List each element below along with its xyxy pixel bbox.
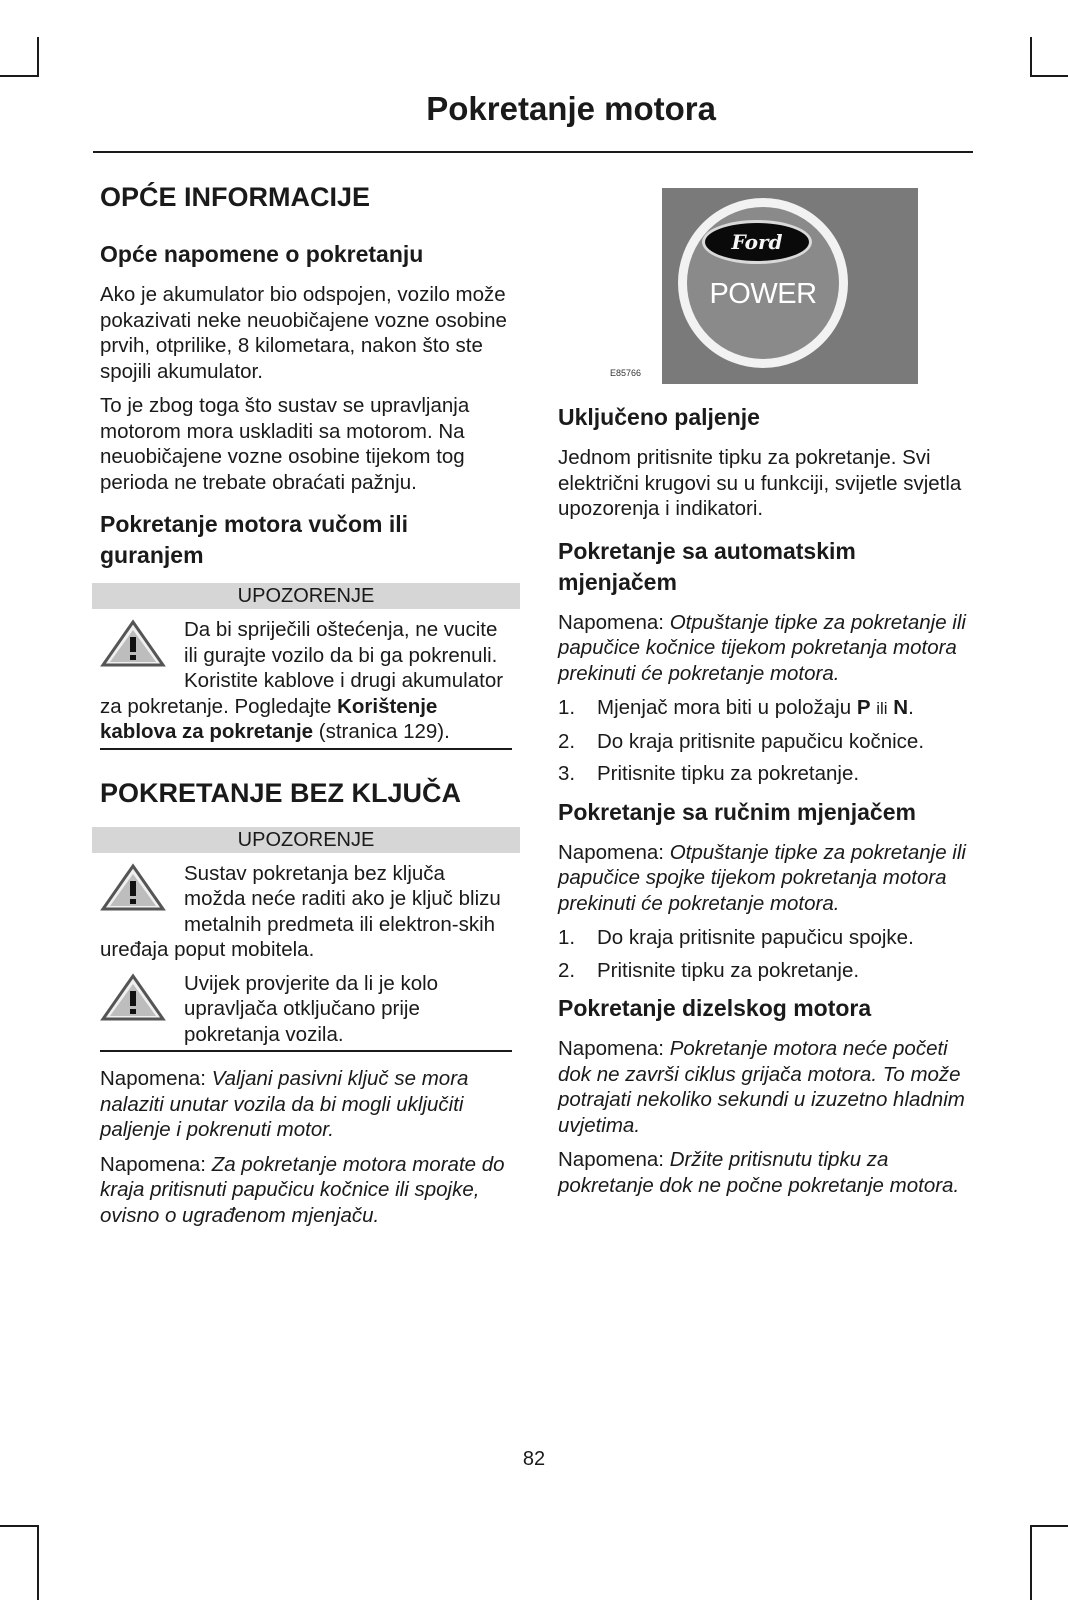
note-label: Napomena: (558, 1037, 664, 1060)
warning-text: Da bi spriječili oštećenja, ne vucite ili gurajte vozilo da bi ga pokrenuli. Koristite kablove i drugi akumulator za pokretanje. (100, 618, 504, 718)
crop-mark (0, 75, 39, 77)
crop-mark (37, 37, 39, 77)
step-number: 3. (558, 762, 576, 785)
note (100, 1066, 512, 1143)
step-text: Pritisnite tipku za pokretanje. (597, 958, 860, 982)
note (558, 1036, 973, 1138)
note-text: Otpuštanje tipke za pokretanje ili papučice spojke tijekom pokretanja motora prekinuti će pokretanje motora. (558, 840, 966, 915)
step-text: Pritisnite tipku za pokretanje. (597, 762, 860, 785)
step-text: Mjenjač mora biti u položaju (597, 696, 852, 719)
step-number: 2. (558, 729, 576, 753)
paragraph: Ako je akumulator bio odspojen, vozilo može pokazivati neke neuobičajene vozne osobine prvih, otprilike, 8 kilometara, nakon što ste spojili akumulator. (100, 283, 507, 383)
note-text: Valjani pasivni ključ se mora nalaziti unutar vozila da bi mogli uključiti paljenje i pokrenuti motor. (100, 1067, 469, 1141)
step-text: Do kraja pritisnite papučicu spojke. (597, 926, 914, 949)
list-item (558, 761, 973, 787)
cross-reference-link[interactable]: Korištenje kablova za pokretanje (100, 694, 438, 743)
page-title: Pokretanje motora (426, 90, 716, 127)
warning-header: UPOZORENJE (92, 827, 520, 853)
gear-p: P (856, 696, 871, 719)
crop-mark (1030, 75, 1068, 77)
automatic-steps (558, 695, 973, 787)
warning-triangle-icon (100, 863, 166, 913)
warning-item (100, 971, 512, 1048)
figure-code: E85766 (610, 368, 642, 378)
list-item (558, 729, 973, 755)
list-item (558, 925, 973, 951)
section-title-general: OPĆE INFORMACIJE (100, 182, 371, 212)
step-number: 1. (558, 926, 576, 949)
note-label: Napomena: (558, 610, 664, 634)
warning-header: UPOZORENJE (92, 583, 520, 609)
left-column (100, 180, 512, 1237)
warning-box (100, 583, 512, 750)
step-number: 1. (558, 696, 576, 719)
note (558, 610, 973, 687)
warning-text: Sustav pokretanja bez ključa možda neće raditi ako je ključ blizu metalnih predmeta ili elektron-skih uređaja poput mobitela. (100, 861, 501, 961)
warning-item (100, 861, 512, 963)
page-reference: (stranica 129). (318, 720, 450, 743)
note-label: Napomena: (558, 1148, 664, 1171)
step-text: Do kraja pritisnite papučicu kočnice. (597, 729, 925, 753)
punctuation: . (908, 696, 914, 719)
paragraph: To je zbog toga što sustav se upravljanja motorom mora uskladiti sa motorom. Na neuobičajene vozne osobine tijekom tog perioda ne trebate obraćati pažnju. (100, 394, 470, 494)
warning-box (100, 827, 512, 1053)
paragraph: Jednom pritisnite tipku za pokretanje. Svi električni krugovi su u funkciji, svijetle svjetla upozorenja i indikatori. (558, 446, 962, 520)
crop-mark (1030, 37, 1032, 77)
heading-ignition-on: Uključeno paljenje (558, 404, 760, 430)
list-item (558, 958, 973, 984)
manual-steps (558, 925, 973, 983)
note-text: Pokretanje motora neće početi dok ne završi ciklus grijača motora. To može potrajati nekoliko sekundi u izuzetno hladnim uvjetima. (558, 1037, 965, 1137)
gear-n: N (893, 696, 909, 719)
note-text: Otpuštanje tipke za pokretanje ili papučice kočnice tijekom pokretanja motora prekinuti će pokretanje motora. (558, 610, 966, 685)
title-divider (93, 151, 973, 153)
power-button-figure (610, 188, 920, 388)
warning-item (100, 617, 512, 745)
note-text: Za pokretanje motora morate do kraja pritisnuti papučicu kočnice ili spojke, ovisno o ugrađenom mjenjaču. (100, 1152, 505, 1227)
crop-mark (0, 1525, 39, 1527)
conjunction: ili (876, 699, 888, 718)
see-prefix: Pogledajte (234, 694, 332, 718)
page-number: 82 (522, 1448, 546, 1470)
note (100, 1152, 512, 1229)
list-item (558, 695, 973, 722)
step-number: 2. (558, 958, 576, 982)
note-label: Napomena: (100, 1067, 206, 1090)
crop-mark (1030, 1525, 1032, 1600)
note-text: Držite pritisnutu tipku za pokretanje dok ne počne pokretanje motora. (558, 1148, 960, 1197)
ford-logo: Ford (702, 220, 812, 264)
heading-manual: Pokretanje sa ručnim mjenjačem (558, 798, 916, 825)
warning-triangle-icon (100, 619, 166, 669)
heading-automatic: Pokretanje sa automatskim mjenjačem (558, 537, 856, 595)
crop-mark (1030, 1525, 1068, 1527)
warning-triangle-icon (100, 973, 166, 1023)
power-label: POWER (709, 278, 817, 310)
heading-push-start: Pokretanje motora vučom ili guranjem (100, 511, 409, 568)
note (558, 1147, 973, 1198)
right-column (558, 188, 973, 1207)
note-label: Napomena: (558, 840, 664, 864)
warning-text: Uvijek provjerite da li je kolo upravljača otključano prije pokretanja vozila. (184, 971, 439, 1046)
note-label: Napomena: (100, 1152, 206, 1176)
section-title-keyless: POKRETANJE BEZ KLJUČA (100, 777, 462, 808)
crop-mark (37, 1525, 39, 1600)
heading-general-notes: Opće napomene o pokretanju (100, 241, 424, 267)
heading-diesel: Pokretanje dizelskog motora (558, 995, 872, 1021)
note (558, 840, 973, 917)
